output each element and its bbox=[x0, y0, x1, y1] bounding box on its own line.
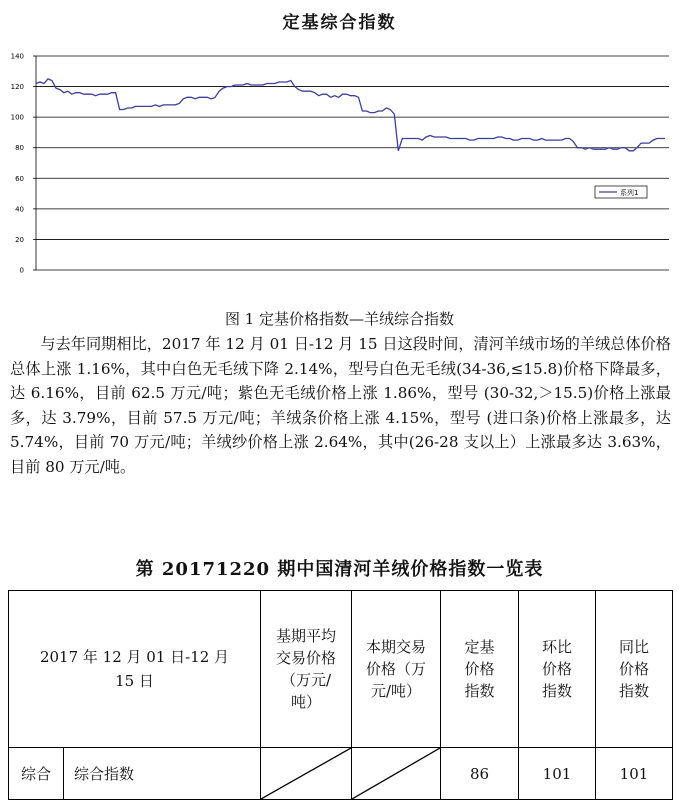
chart-title: 定基综合指数 bbox=[282, 13, 397, 33]
base-price-empty-cell bbox=[261, 748, 352, 800]
fixed-index-header bbox=[441, 591, 519, 748]
y-tick-label: 40 bbox=[15, 205, 24, 214]
chart-caption: 图 1 定基价格指数—羊绒综合指数 bbox=[224, 310, 455, 328]
summary-paragraph: 与去年同期相比，2017 年 12 月 01 日-12 月 15 日这段时间，清河羊绒市场的羊绒总体价格总体上涨 1.16%，其中白色无毛绒下降 2.14%，型号白色无毛绒(34-36,≤15.8)价格下降最多，达 6.16%，目前 62.5 万元/吨；紫色无毛绒价格上涨 1.86%，型号 (30-32,＞15.5)价格上涨最多，达 3.79%，目前 57.5 万元/吨；羊绒条价格上涨 4.15%，型号 (进口条)价格上涨最多，达 5.74%，目前 70 万元/吨；羊绒纱价格上涨 2.64%，其中(26-28 支以上）上涨最多达 3.63%，目前 80 万元/吨。 bbox=[10, 335, 671, 476]
y-tick-label: 140 bbox=[10, 52, 24, 61]
fixed-index-label: 定基价格指数 bbox=[464, 638, 495, 700]
yoy-index-label: 同比价格指数 bbox=[618, 638, 649, 700]
category-cell bbox=[9, 748, 64, 800]
mom-index-header bbox=[519, 591, 596, 748]
line-chart bbox=[0, 38, 679, 300]
mom-index-label: 环比价格指数 bbox=[541, 638, 572, 700]
table-row bbox=[9, 748, 673, 800]
legend-label: 系列1 bbox=[620, 189, 639, 197]
name-cell bbox=[64, 748, 261, 800]
yoy-index-cell: 101 bbox=[596, 748, 673, 800]
y-tick-label: 20 bbox=[15, 235, 24, 244]
category-text: 综合 bbox=[20, 765, 51, 783]
y-tick-label: 0 bbox=[19, 266, 24, 275]
price-index-table bbox=[8, 590, 673, 800]
base-price-label: 基期平均交易价格（万元/吨） bbox=[275, 627, 336, 711]
current-price-empty-cell bbox=[352, 748, 441, 800]
period-text: 2017 年 12 月 01 日-12 月 15 日 bbox=[39, 648, 230, 690]
y-tick-label: 60 bbox=[15, 174, 24, 183]
diagonal-line bbox=[261, 748, 351, 799]
yoy-index-header bbox=[596, 591, 673, 748]
current-price-label: 本期交易价格（万元/吨） bbox=[366, 638, 427, 700]
fixed-index-cell: 86 bbox=[441, 748, 519, 800]
current-price-header bbox=[352, 591, 441, 748]
y-tick-label: 100 bbox=[10, 113, 24, 122]
diagonal-line bbox=[352, 748, 440, 799]
y-tick-label: 120 bbox=[10, 83, 24, 92]
period-header bbox=[9, 591, 261, 748]
series-line bbox=[36, 79, 665, 151]
mom-index-cell: 101 bbox=[519, 748, 596, 800]
base-price-header bbox=[261, 591, 352, 748]
table-title: 第 20171220 期中国清河羊绒价格指数一览表 bbox=[135, 559, 544, 580]
name-text: 综合指数 bbox=[74, 765, 135, 783]
y-tick-label: 80 bbox=[15, 144, 24, 153]
